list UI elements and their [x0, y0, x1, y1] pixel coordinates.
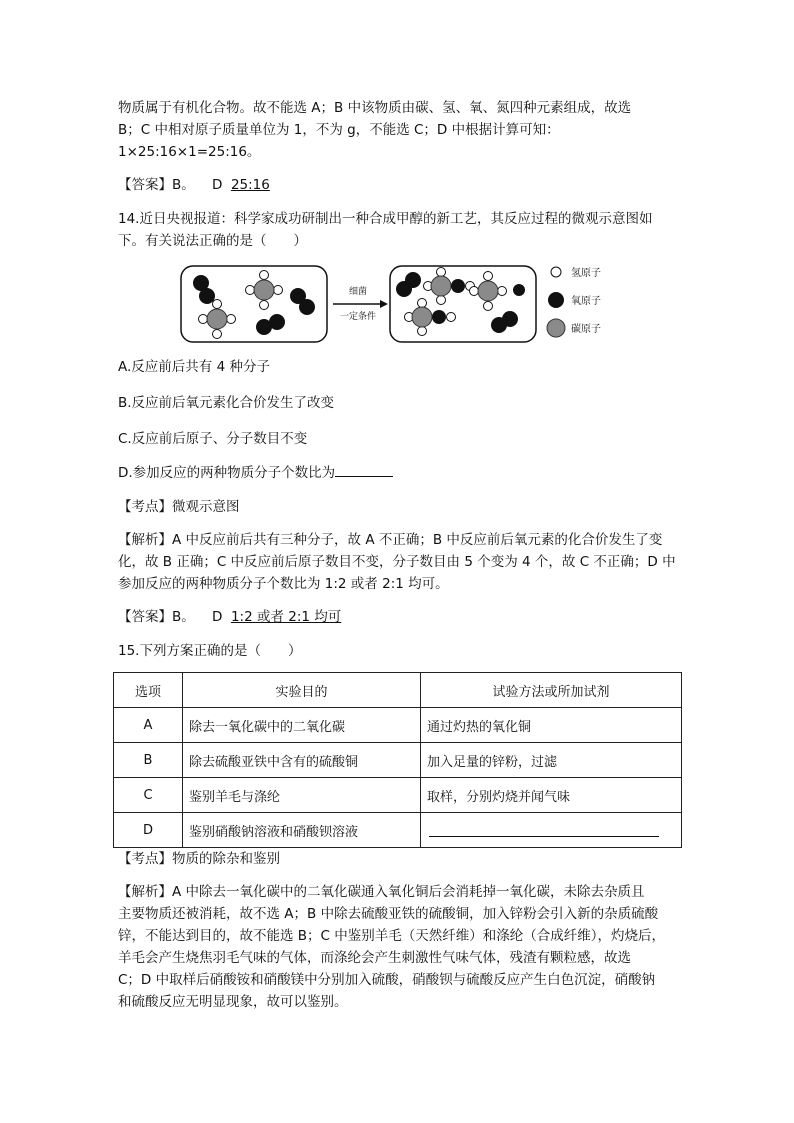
q15-jiexi-line-5: C；D 中取样后硝酸铵和硝酸镁中分别加入硫酸，硝酸钡与硫酸反应产生白色沉淀，硝酸钠	[118, 972, 656, 988]
header-option: 选项	[114, 673, 183, 708]
answer-14	[118, 606, 341, 628]
header-method: 试验方法或所加试剂	[421, 673, 682, 708]
q14-option-a: A.反应前后共有 4 种分子	[118, 359, 270, 375]
legend-carbon-icon	[547, 319, 565, 337]
oxygen-atom	[199, 288, 215, 304]
row-goal: 鉴别硝酸钠溶液和硝酸钡溶液	[183, 813, 421, 848]
oxygen-atom	[299, 299, 315, 315]
row-option: A	[114, 708, 183, 743]
oxygen-atom	[502, 311, 518, 327]
legend-hydrogen-label: 氢原子	[571, 268, 601, 279]
row-option: D	[114, 813, 183, 848]
legend-oxygen-icon	[548, 292, 564, 308]
row-option: C	[114, 778, 183, 813]
q14-option-c: C.反应前后原子、分子数目不变	[118, 431, 308, 447]
prev-analysis-line-3: 1×25:16×1=25:16。	[118, 144, 261, 160]
methane-molecule	[246, 271, 283, 310]
answer-label: 【答案】B。	[118, 609, 195, 625]
q15-jiexi-line-6: 和硫酸反应无明显现象，故可以鉴别。	[118, 994, 348, 1010]
arrow-bottom-label: 一定条件	[339, 312, 377, 322]
answer-blank	[335, 462, 393, 477]
q15-table	[113, 672, 682, 848]
methane-molecule	[470, 272, 507, 311]
q14-option-b: B.反应前后氧元素化合价发生了改变	[118, 395, 335, 411]
q14-jiexi-line-3: 参加反应的两种物质分子个数比为 1:2 或者 2:1 均可。	[118, 576, 449, 592]
row-method: 通过灼热的氧化铜	[421, 708, 682, 743]
q14-stem-line-1: 14.近日央视报道：科学家成功研制出一种合成甲醇的新工艺，其反应过程的微观示意图如	[118, 211, 653, 227]
oxygen-atom	[269, 314, 285, 330]
table-row	[114, 708, 682, 743]
q14-option-d	[118, 462, 393, 484]
legend-oxygen-label: 氧原子	[571, 296, 601, 307]
methane-molecule	[199, 300, 236, 339]
answer-13	[118, 174, 270, 196]
q15-jiexi-line-2: 主要物质还被消耗，故不选 A；B 中除去硫酸亚铁的硫酸铜，加入锌粉会引入新的杂质硫酸	[118, 906, 659, 922]
q14-jiexi-line-1: 【解析】A 中反应前后共有三种分子，故 A 不正确；B 中反应前后氧元素的化合价发生了变	[118, 532, 663, 548]
table-row	[114, 743, 682, 778]
table-row	[114, 778, 682, 813]
header-goal: 实验目的	[183, 673, 421, 708]
legend-carbon-label: 碳原子	[571, 324, 601, 335]
reaction-diagram	[180, 262, 610, 346]
row-goal: 除去一氧化碳中的二氧化碳	[183, 708, 421, 743]
legend-hydrogen-icon	[551, 267, 561, 277]
answer-blank	[429, 836, 659, 837]
row-goal: 除去硫酸亚铁中含有的硫酸铜	[183, 743, 421, 778]
row-option: B	[114, 743, 183, 778]
q14-jiexi-line-2: 化，故 B 正确；C 中反应前后原子数目不变，分子数目由 5 个变为 4 个，故 C 不正确；D 中	[118, 554, 676, 570]
q14-stem-line-2: 下。有关说法正确的是（ ）	[118, 233, 307, 249]
q14-option-d-text: D.参加反应的两种物质分子个数比为	[118, 465, 336, 481]
oxygen-atom	[513, 284, 525, 296]
methanol-molecule	[424, 268, 475, 305]
row-method: 取样，分别灼烧并闻气味	[421, 778, 682, 813]
row-method: 加入足量的锌粉，过滤	[421, 743, 682, 778]
q15-jiexi-line-1: 【解析】A 中除去一氧化碳中的二氧化碳通入氧化铜后会消耗掉一氧化碳，未除去杂质且	[118, 884, 645, 900]
row-goal: 鉴别羊毛与涤纶	[183, 778, 421, 813]
q14-kaodian: 【考点】微观示意图	[118, 499, 240, 515]
q15-jiexi-line-4: 羊毛会产生烧焦羽毛气味的气体，而涤纶会产生刺激性气味气体，残渣有颗粒感，故选	[118, 950, 631, 966]
answer-d-value: 1:2 或者 2:1 均可	[230, 609, 342, 625]
answer-d-prefix: D	[211, 609, 223, 625]
answer-d-prefix: D	[211, 177, 223, 193]
prev-analysis-line-1: 物质属于有机化合物。故不能选 A；B 中该物质由碳、氢、氧、氮四种元素组成，故选	[118, 100, 632, 116]
answer-label: 【答案】B。	[118, 177, 195, 193]
table-header-row	[114, 673, 682, 708]
oxygen-atom	[405, 272, 421, 288]
row-method	[421, 813, 682, 848]
q15-kaodian: 【考点】物质的除杂和鉴别	[118, 851, 280, 867]
q15-stem: 15.下列方案正确的是（ ）	[118, 643, 302, 659]
methanol-molecule	[405, 299, 456, 336]
q15-jiexi-line-3: 锌，不能达到目的，故不能选 B；C 中鉴别羊毛（天然纤维）和涤纶（合成纤维），灼烧后，	[118, 928, 666, 944]
prev-analysis-line-2: B；C 中相对原子质量单位为 1，不为 g，不能选 C；D 中根据计算可知：	[118, 122, 560, 138]
arrow-top-label: 细菌	[348, 287, 368, 297]
table-row	[114, 813, 682, 848]
answer-d-value: 25:16	[230, 177, 270, 193]
